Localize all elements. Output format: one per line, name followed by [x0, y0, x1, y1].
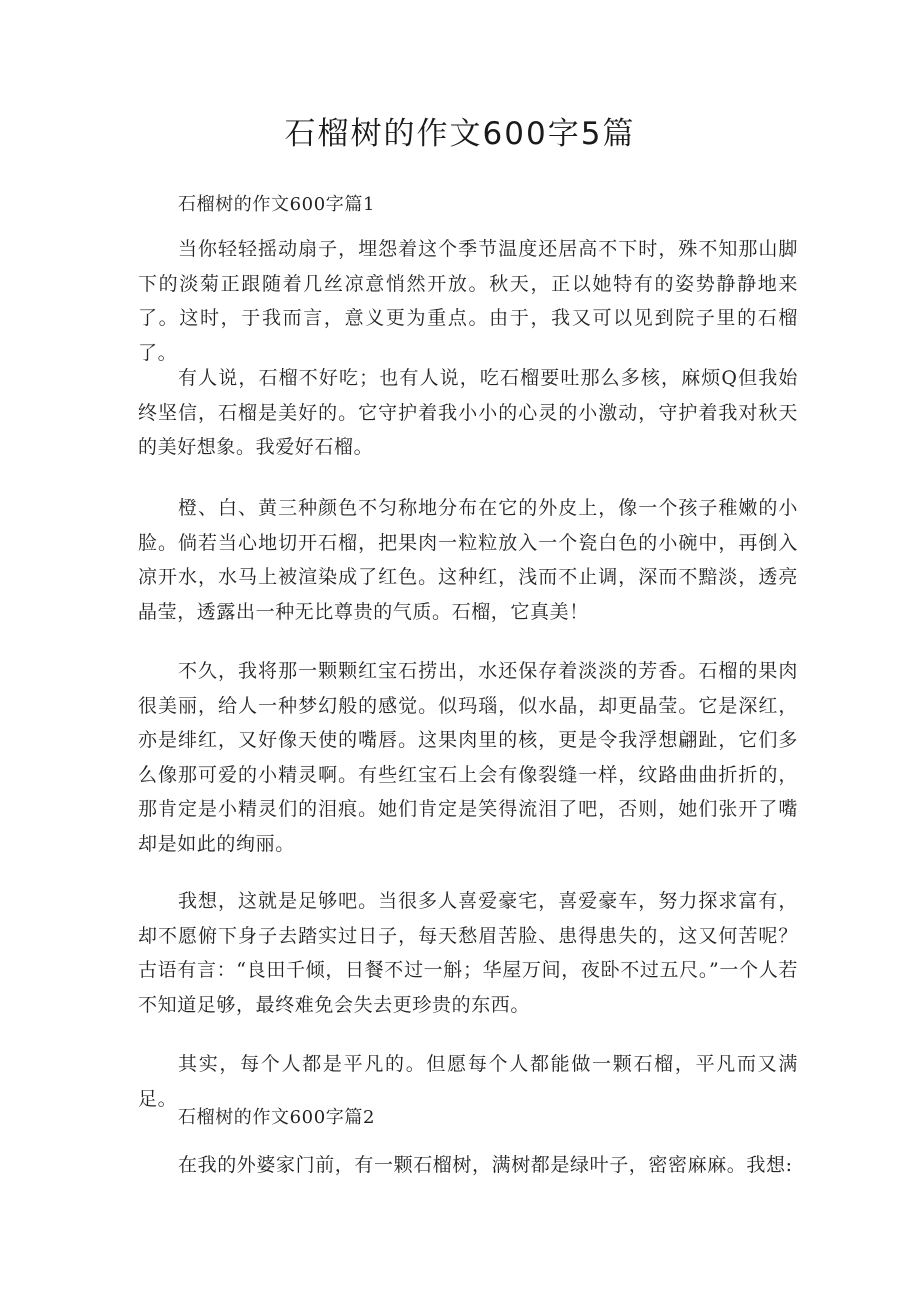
- paragraph-7: 在我的外婆家门前，有一颗石榴树，满树都是绿叶子，密密麻麻。我想:: [178, 1154, 793, 1176]
- section-heading-2: 石榴树的作文600字篇2: [178, 1107, 376, 1128]
- paragraph-3: 橙、白、黄三种颜色不匀称地分布在它的外皮上，像一个孩子稚嫩的小脸。倘若当心地切开石榴，把果肉一粒粒放入一个瓷白色的小碗中，再倒入凉开水，水马上被渲染成了红色。这种红，浅而不止调，深而不黯淡，透亮晶莹，透露出一种无比尊贵的气质。石榴，它真美！: [138, 497, 798, 623]
- paragraph-6: 其实，每个人都是平凡的。但愿每个人都能做一颗石榴，平凡而又满足。: [138, 1053, 798, 1110]
- paragraph-1: 当你轻轻摇动扇子，埋怨着这个季节温度还居高不下时，殊不知那山脚下的淡菊正跟随着几丝凉意悄然开放。秋天，正以她特有的姿势静静地来了。这时，于我而言，意义更为重点。由于，我又可以见到院子里的石榴了。: [138, 238, 798, 364]
- section-heading-1: 石榴树的作文600字篇1: [178, 194, 376, 215]
- paragraph-4: 不久，我将那一颗颗红宝石捞出，水还保存着淡淡的芳香。石榴的果肉很美丽，给人一种梦幻般的感觉。似玛瑙，似水晶，却更晶莹。它是深红，亦是绯红，又好像天使的嘴唇。这果肉里的核，更是令我浮想翩趾，它们多么像那可爱的小精灵啊。有些红宝石上会有像裂缝一样，纹路曲曲折折的，那肯定是小精灵们的泪痕。她们肯定是笑得流泪了吧，否则，她们张开了嘴却是如此的绚丽。: [138, 660, 798, 855]
- paragraph-2: 有人说，石榴不好吃；也有人说，吃石榴要吐那么多核，麻烦Q但我始终坚信，石榴是美好的。它守护着我小小的心灵的小激动，守护着我对秋天的美好想象。我爱好石榴。: [138, 367, 798, 458]
- document-title: 石榴树的作文600字5篇: [284, 116, 636, 152]
- paragraph-5: 我想，这就是足够吧。当很多人喜爱豪宅，喜爱豪车，努力探求富有，却不愿俯下身子去踏实过日子，每天愁眉苦脸、患得患失的，这又何苦呢？古语有言：“良田千倾，日餐不过一斛；华屋万间，夜卧不过五尺。”一个人若不知道足够，最终难免会失去更珍贵的东西。: [138, 890, 798, 1016]
